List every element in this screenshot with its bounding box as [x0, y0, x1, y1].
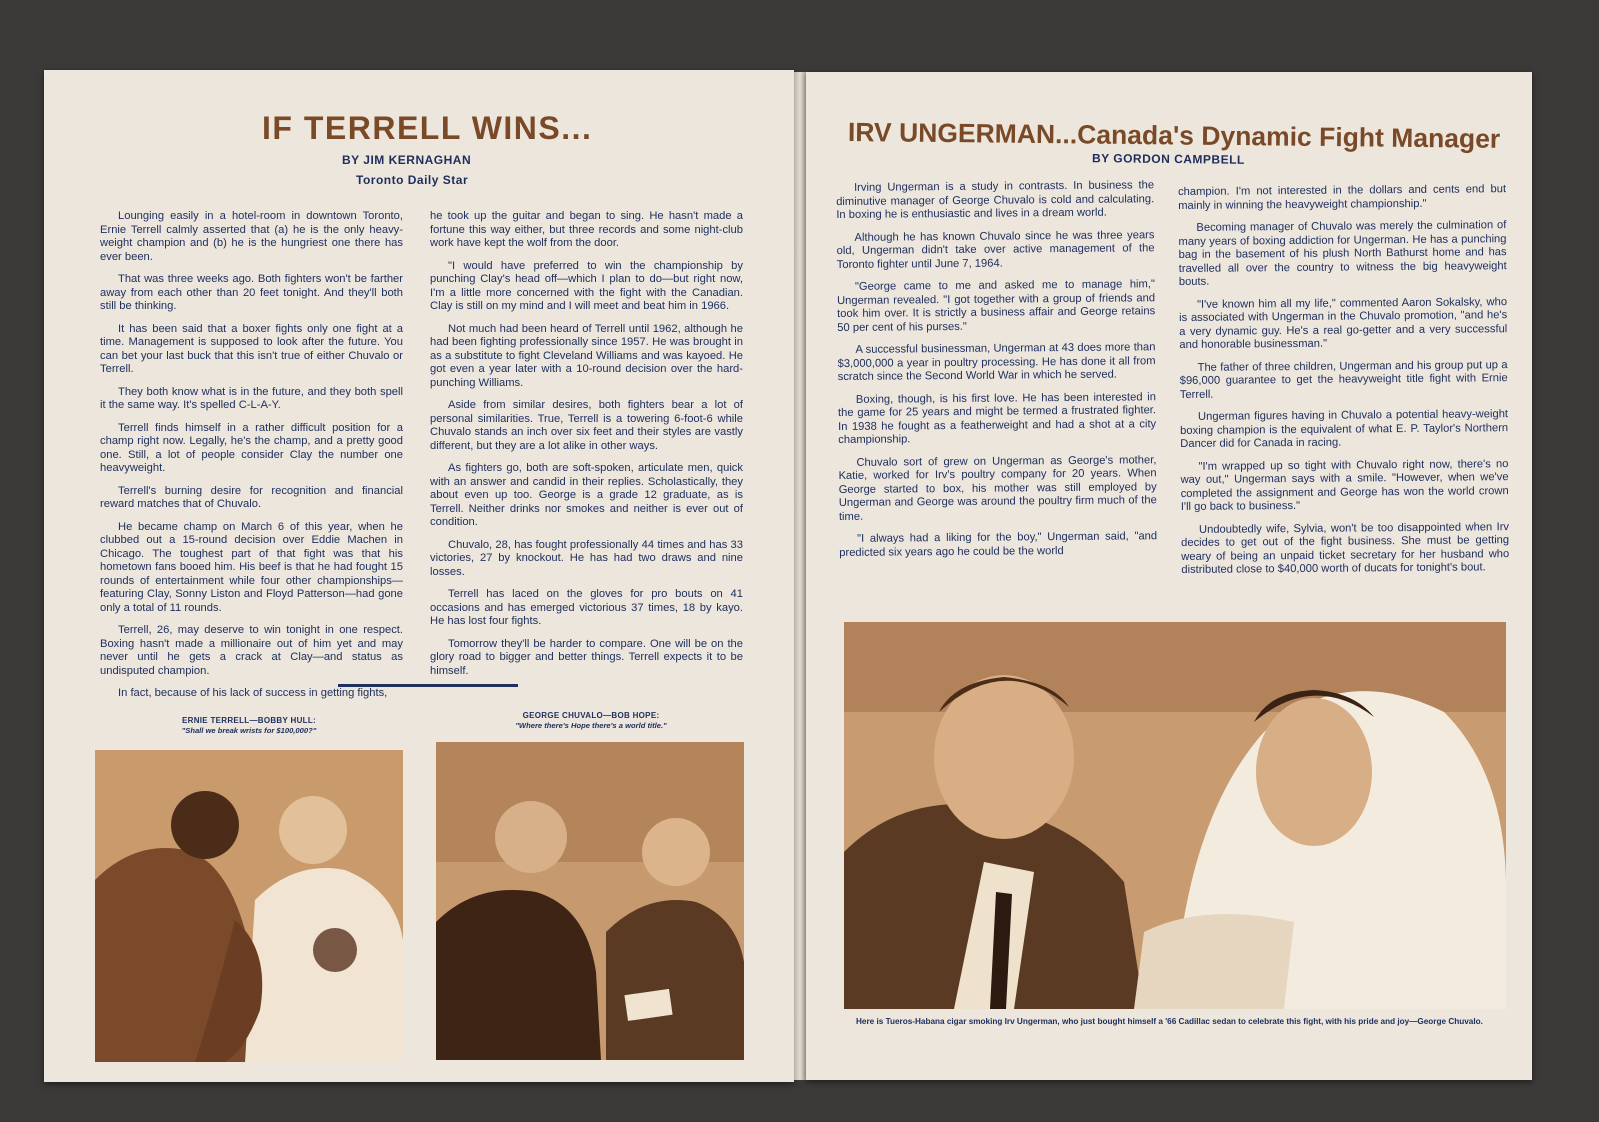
- caption-quote: "Shall we break wrists for $100,000?": [181, 726, 317, 735]
- paragraph: That was three weeks ago. Both fighters won't be farther away from each other than 20 feet tonight. And they'll both still be thinking.: [100, 273, 403, 312]
- photo-caption-terrell-hull: [94, 716, 404, 736]
- photo-ungerman-chuvalo: [844, 622, 1506, 1009]
- paragraph: Although he has known Chuvalo since he was three years old, Ungerman didn't take over active management of the Toronto fighter until June 7, 1964.: [836, 228, 1155, 271]
- paragraph: Irving Ungerman is a study in contrasts. In business the diminutive manager of George Chuvalo is cold and calculating. In boxing he is enthusiastic and lives in a dream world.: [836, 179, 1155, 221]
- paragraph: "I'm wrapped up so tight with Chuvalo right now, there's no way out," Ungerman says with a smile. "However, when we've completed the assignment and George has won the world crown I'll go back to business.": [1180, 457, 1509, 513]
- right-page: [806, 72, 1532, 1080]
- paragraph: Chuvalo, 28, has fought professionally 44 times and has 33 victories, 27 by knockout. He has had two draws and nine losses.: [430, 538, 743, 578]
- paragraph: Terrell finds himself in a rather difficult position for a champ right now. Legally, he's the champ, and a pretty good one. Still, a lot of people consider Clay the number one heavyweight.: [100, 421, 403, 474]
- paragraph: champion. I'm not interested in the dollars and cents end but mainly in winning the heavyweight championship.": [1178, 183, 1507, 212]
- paragraph: Terrell, 26, may deserve to win tonight in one respect. Boxing hasn't made a millionaire out of him yet and may never until he gets a crack at Clay—and status as undisputed champion.: [100, 624, 403, 677]
- paragraph: In fact, because of his lack of success in getting fights,: [118, 687, 388, 699]
- caption-names: ERNIE TERRELL—BOBBY HULL:: [181, 716, 317, 725]
- paragraph: "I've known him all my life," commented Aaron Sokalsky, who is associated with Ungerman in the Chuvalo promotion, "and he's a very dynamic guy. He's a real go-getter and a very successful and honorable businessman.": [1179, 295, 1508, 351]
- right-article-column-1: [836, 179, 1157, 569]
- paragraph: The father of three children, Ungerman and his group put up a $96,000 guarantee to get the heavyweight title fight with Ernie Terrell.: [1179, 358, 1508, 401]
- paragraph: "I always had a liking for the boy," Ungerman said, "and predicted six years ago he could be the world: [839, 530, 1158, 559]
- left-byline: BY JIM KERNAGHAN: [342, 153, 472, 167]
- right-byline: BY GORDON CAMPBELL: [1091, 151, 1245, 167]
- paragraph: he took up the guitar and began to sing. He hasn't made a fortune this way either, but three records and some night-club work have kept the wolf from the door.: [430, 210, 743, 249]
- paragraph: Terrell's burning desire for recognition and financial reward matches that of Chuvalo.: [100, 484, 403, 510]
- paragraph: Lounging easily in a hotel-room in downtown Toronto, Ernie Terrell calmly asserted that (a) he is the only heavy-weight champion and (b) he is the hungriest one there has ever been.: [100, 210, 403, 263]
- left-article-column-2: [430, 210, 743, 687]
- paragraph: Terrell has laced on the gloves for pro bouts on 41 occasions and has emerged victorious 37 times, 18 by kayo. He has lost four fights.: [430, 588, 743, 627]
- paragraph: Tomorrow they'll be harder to compare. One will be on the glory road to bigger and better things. Terrell expects it to be himself.: [430, 637, 743, 677]
- booklet-spine: [794, 72, 806, 1080]
- paragraph: It has been said that a boxer fights only one fight at a time. Management is supposed to look after the future. You can bet your last buck that this isn't true of either Chuvalo or Terrell.: [100, 322, 403, 375]
- photo-chuvalo-hope: [436, 742, 744, 1060]
- paragraph: "I would have preferred to win the championship by punching Clay's head off—which I plan to do—but right now, I'm a little more concerned with the fight with the Canadian. Clay is still on my mind and I will meet and beat him in 1966.: [430, 259, 743, 312]
- paragraph: He became champ on March 6 of this year, when he clubbed out a 15-round decision over Eddie Machen in Chicago. The toughest part of that fight was that his hometown fans booed him. His beef is that he had fought 15 rounds of entertainment while four other championships—featuring Clay, Sonny Liston and Floyd Patterson—had gone only a total of 11 rounds.: [100, 520, 403, 614]
- left-headline: IF TERRELL WINS...: [262, 110, 593, 146]
- paragraph: A successful businessman, Ungerman at 43 does more than $3,000,000 a year in poultry processing. He has done it all from scratch since the Second World War in which he served.: [837, 341, 1156, 383]
- left-article-column-1: [100, 210, 403, 710]
- right-headline: IRV UNGERMAN...Canada's Dynamic Fight Manager: [847, 117, 1501, 154]
- photo-caption-ungerman: Here is Tueros-Habana cigar smoking Irv Ungerman, who just bought himself a '66 Cadillac sedan to celebrate this fight, with his pride and joy—George Chuvalo.: [856, 1017, 1483, 1026]
- paragraph: Ungerman figures having in Chuvalo a potential heavy-weight boxing champion is the equivalent of what E. P. Taylor's Northern Dancer did for Canada in racing.: [1180, 408, 1509, 450]
- paragraph: Chuvalo sort of grew on Ungerman as George's mother, Katie, worked for Irv's poultry company for 20 years. When George started to box, his mother was still employed by Ungerman and George was around the poultry firm much of the time.: [838, 453, 1157, 523]
- paragraph: Boxing, though, is his first love. He has been interested in the game for 25 years and might be termed a frustrated fighter. In 1938 he fought as a featherweight and had a shot at a city championship.: [837, 390, 1157, 446]
- paragraph: Not much had been heard of Terrell until 1962, although he had been fighting professionally since 1957. He was brought in as a substitute to fight Cleveland Williams and was kayoed. He got even a year later with a 10-round decision over the hard-punching Williams.: [430, 322, 743, 389]
- paragraph: They both know what is in the future, and they both spell it the same way. It's spelled C-L-A-Y.: [100, 385, 403, 411]
- paragraph: Undoubtedly wife, Sylvia, won't be too disappointed when Irv decides to get out of the fight business. She must be getting weary of being an unpaid ticket secretary for her husband who distributed close to $40,000 worth of ducats for tonight's bout.: [1181, 520, 1510, 576]
- left-page: [44, 70, 794, 1082]
- right-article-column-2: [1178, 183, 1509, 586]
- photo-caption-chuvalo-hope: [436, 711, 746, 731]
- caption-quote: "Where there's Hope there's a world title.": [515, 721, 667, 730]
- paragraph: "George came to me and asked me to manage him," Ungerman revealed. "I got together with a group of friends and took him over. It is strictly a business affair and George retains 50 per cent of his purses.": [836, 278, 1156, 334]
- paragraph: As fighters go, both are soft-spoken, articulate men, quick with an answer and candid in their replies. Scholastically, they about even up too. George is a grade 12 graduate, as is Terrell. Neither drinks nor smokes and neither is ever out of condition.: [430, 462, 743, 528]
- left-publication: Toronto Daily Star: [356, 173, 469, 187]
- caption-names: GEORGE CHUVALO—BOB HOPE:: [522, 711, 660, 720]
- section-divider: [338, 684, 518, 687]
- paragraph: Aside from similar desires, both fighters bear a lot of personal similarities. True, Terrell is a towering 6-foot-6 while Chuvalo stands an inch over six feet and their styles are vastly different, but they are a lot alike in other ways.: [430, 399, 743, 452]
- paragraph: Becoming manager of Chuvalo was merely the culmination of many years of boxing addiction for Ungerman. He has a punching bag in the basement of his plush North Bathurst home and has travelled all over the country to witness the big heavyweight bouts.: [1178, 219, 1507, 288]
- photo-terrell-hull: [95, 750, 403, 1062]
